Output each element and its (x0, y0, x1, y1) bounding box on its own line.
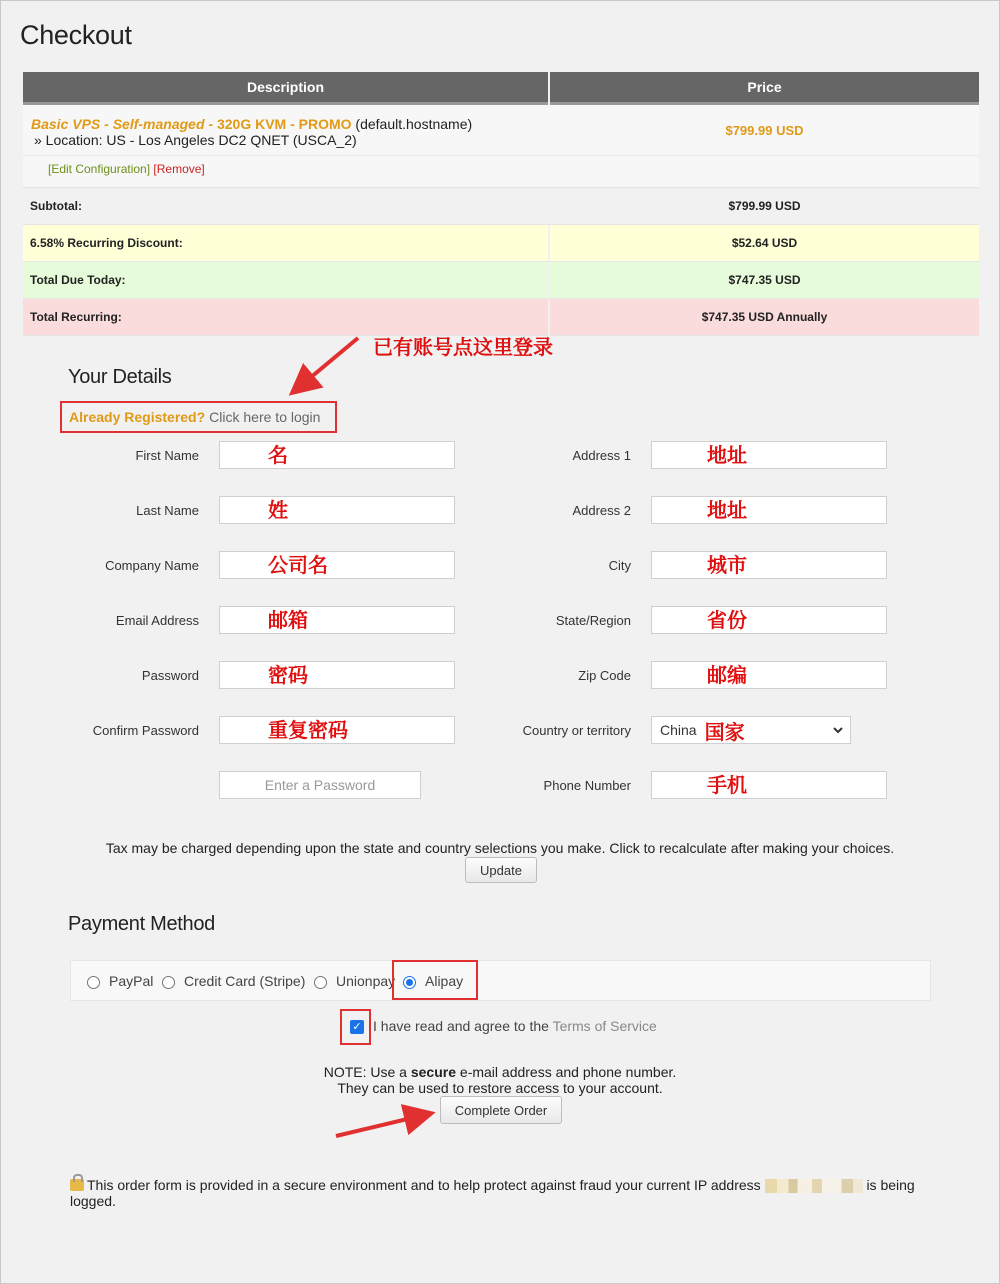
password-label: Password (141, 668, 199, 683)
zip-input[interactable]: 邮编 (651, 661, 887, 689)
blurred-ip-address (765, 1179, 863, 1193)
company-name-label: Company Name (105, 558, 199, 573)
remove-item-link[interactable]: [Remove] (153, 162, 205, 176)
subtotal-label: Subtotal: (30, 199, 82, 213)
already-registered-text: Already Registered? (69, 409, 206, 425)
note-prefix: NOTE: Use a (323, 1064, 407, 1080)
country-annotation: 国家 (704, 719, 745, 744)
payment-method-heading: Payment Method (68, 913, 215, 935)
confirm-password-label: Confirm Password (92, 723, 199, 738)
security-note-line2: They can be used to restore access to your account. (337, 1080, 663, 1096)
complete-order-arrow (336, 1115, 424, 1136)
total-recurring-label: Total Recurring: (23, 299, 548, 335)
secure-notice (70, 1177, 940, 1209)
address1-input[interactable]: 地址 (651, 441, 887, 469)
unionpay-radio[interactable] (314, 976, 327, 989)
column-header-description: Description (23, 72, 548, 105)
paypal-label[interactable]: PayPal (109, 973, 154, 989)
confirm-password-input[interactable]: 重复密码 (219, 716, 455, 744)
address2-input[interactable]: 地址 (651, 496, 887, 524)
login-link[interactable] (60, 401, 337, 433)
column-header-price: Price (550, 72, 979, 105)
total-due-value: $747.35 USD (550, 262, 979, 298)
state-label: State/Region (555, 613, 631, 628)
update-button[interactable]: Update (465, 857, 537, 883)
product-location: » Location: US - Los Angeles DC2 QNET (USCA_2) (34, 132, 357, 148)
tax-note: Tax may be charged depending upon the state and country selections you make. Click to recalculate after making your choices. (105, 840, 895, 856)
alipay-label[interactable]: Alipay (425, 973, 464, 989)
paypal-radio[interactable] (87, 976, 100, 989)
country-selected-value: China (660, 722, 697, 738)
stripe-label[interactable]: Credit Card (Stripe) (184, 973, 306, 989)
your-details-heading: Your Details (68, 366, 172, 388)
agree-label: I have read and agree to the (373, 1018, 549, 1034)
company-name-input[interactable]: 公司名 (219, 551, 455, 579)
complete-order-button[interactable]: Complete Order (440, 1096, 562, 1124)
product-title: Basic VPS - Self-managed (31, 116, 205, 132)
discount-label: 6.58% Recurring Discount: (23, 225, 548, 261)
login-arrow (298, 338, 358, 388)
phone-label: Phone Number (543, 778, 631, 793)
unionpay-label[interactable]: Unionpay (336, 973, 396, 989)
city-label: City (608, 558, 631, 573)
email-input[interactable]: 邮箱 (219, 606, 455, 634)
login-hint-annotation: 已有账号点这里登录 (373, 335, 553, 359)
total-due-label: Total Due Today: (23, 262, 548, 298)
address2-label: Address 2 (572, 503, 631, 518)
email-label: Email Address (115, 613, 199, 628)
agree-text (373, 1018, 657, 1034)
country-select[interactable] (651, 716, 851, 744)
alipay-highlight (392, 960, 478, 1000)
subtotal-value: $799.99 USD (728, 199, 801, 213)
state-input[interactable]: 省份 (651, 606, 887, 634)
product-hostname: (default.hostname) (351, 116, 473, 132)
password-strength-indicator: Enter a Password (219, 771, 421, 799)
first-name-input[interactable]: 名 (219, 441, 455, 469)
click-here-login-text: Click here to login (209, 409, 321, 425)
page-title: Checkout (20, 20, 132, 50)
note-suffix: e-mail address and phone number. (459, 1064, 677, 1080)
edit-configuration-link[interactable]: [Edit Configuration] (48, 162, 151, 176)
chevron-down-icon (832, 722, 844, 741)
address1-label: Address 1 (572, 448, 631, 463)
country-label: Country or territory (522, 723, 631, 738)
stripe-radio[interactable] (162, 976, 175, 989)
lock-icon (70, 1179, 84, 1191)
note-bold: secure (410, 1064, 457, 1080)
secure-notice-tail: is being logged. (70, 1177, 915, 1210)
city-input[interactable]: 城市 (651, 551, 887, 579)
password-input[interactable]: 密码 (219, 661, 455, 689)
discount-value: $52.64 USD (550, 225, 979, 261)
zip-label: Zip Code (578, 668, 631, 683)
last-name-input[interactable]: 姓 (219, 496, 455, 524)
secure-notice-text: This order form is provided in a secure environment and to help protect against fraud your current IP address (87, 1177, 761, 1193)
product-price: $799.99 USD (725, 123, 804, 138)
security-note-line1 (0, 1064, 1000, 1080)
last-name-label: Last Name (136, 503, 199, 518)
terms-of-service-link[interactable]: Terms of Service (552, 1018, 657, 1034)
product-variant: - 320G KVM - PROMO (204, 116, 352, 132)
phone-input[interactable]: 手机 (651, 771, 887, 799)
first-name-label: First Name (135, 448, 199, 463)
total-recurring-value: $747.35 USD Annually (550, 299, 979, 335)
agree-checkbox[interactable]: ✓ (350, 1020, 364, 1034)
